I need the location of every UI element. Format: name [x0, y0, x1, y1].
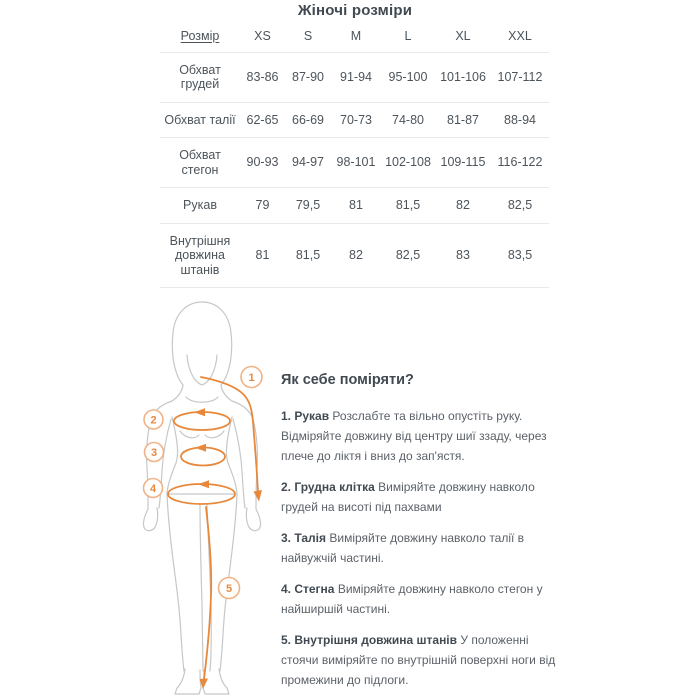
- size-cell: 81: [331, 188, 381, 224]
- hip-measure-ellipse: [168, 480, 235, 504]
- instruction-text: Розслабте та вільно опустіть руку. Відміряйте довжину від центру шиї ззаду, через плече до ліктя і вниз до зап'ястя.: [281, 409, 547, 463]
- svg-text:5: 5: [225, 583, 233, 595]
- size-cell: 94-97: [285, 138, 331, 188]
- size-cell: 81,5: [285, 223, 331, 288]
- size-cell: 81: [240, 223, 285, 288]
- size-cell: 62-65: [240, 102, 285, 138]
- size-cell: 82: [331, 223, 381, 288]
- instructions-heading: Як себе поміряти?: [281, 372, 414, 388]
- size-cell: 66-69: [285, 102, 331, 138]
- table-row-waist: [160, 102, 549, 138]
- marker-1-sleeve: [241, 367, 262, 388]
- size-col-xl: XL: [455, 29, 471, 43]
- marker-5-inseam: [219, 578, 240, 599]
- measurement-annotations: [168, 377, 262, 689]
- size-cell: 116-122: [491, 138, 549, 188]
- size-cell: 107-112: [491, 52, 549, 102]
- row-label: Рукав: [160, 188, 240, 224]
- measurement-figure: [138, 295, 288, 700]
- size-header-link[interactable]: Розмір: [180, 29, 220, 43]
- marker-4-hips: [144, 479, 163, 498]
- svg-text:2: 2: [150, 414, 157, 427]
- table-row-sleeve: [160, 188, 549, 224]
- marker-2-chest: [144, 410, 163, 429]
- size-cell: 83-86: [240, 52, 285, 102]
- size-cell: 82: [435, 188, 491, 224]
- size-col-xs: XS: [254, 29, 271, 43]
- size-col-l: L: [404, 29, 412, 43]
- size-cell: 98-101: [331, 138, 381, 188]
- chest-measure-ellipse: [174, 408, 230, 430]
- svg-text:1: 1: [248, 372, 255, 384]
- size-col-m: M: [350, 29, 362, 43]
- size-cell: 91-94: [331, 52, 381, 102]
- size-cell: 83,5: [491, 223, 549, 288]
- size-cell: 83: [435, 223, 491, 288]
- page-title: Жіночі розміри: [297, 2, 413, 19]
- row-label: Обхват грудей: [160, 52, 240, 102]
- size-table: [160, 25, 549, 288]
- instruction-label: 1. Рукав: [281, 409, 330, 423]
- size-cell: 88-94: [491, 102, 549, 138]
- svg-text:3: 3: [150, 447, 158, 459]
- row-label: Обхват талії: [160, 102, 240, 138]
- measurement-markers: [144, 367, 263, 599]
- instruction-item-chest: [281, 477, 559, 517]
- size-cell: 82,5: [381, 223, 435, 288]
- row-label: Обхват стегон: [160, 138, 240, 188]
- size-cell: 82,5: [491, 188, 549, 224]
- instruction-text: Виміряйте довжину навколо стегон у найширшій частині.: [281, 582, 543, 616]
- sleeve-arrow: [201, 377, 262, 502]
- size-cell: 109-115: [435, 138, 491, 188]
- instruction-label: 5. Внутрішня довжина штанів: [281, 633, 458, 647]
- instruction-item-waist: [281, 528, 559, 568]
- svg-text:4: 4: [149, 483, 157, 495]
- size-col-xxl: XXL: [508, 29, 532, 43]
- instruction-text: У положенні стоячи виміряйте по внутрішній поверхні ноги від промежини до підлоги.: [281, 633, 556, 687]
- size-cell: 95-100: [381, 52, 435, 102]
- instruction-item-hips: [281, 579, 559, 619]
- size-cell: 102-108: [381, 138, 435, 188]
- size-cell: 81,5: [381, 188, 435, 224]
- instruction-text: Виміряйте довжину навколо талії в найвужчій частині.: [281, 531, 525, 565]
- instruction-item-inseam: [281, 630, 559, 690]
- row-label: Внутрішня довжина штанів: [160, 223, 240, 288]
- body-outline: [144, 302, 261, 694]
- instruction-text: Виміряйте довжину навколо грудей на висоті під пахвами: [281, 480, 535, 514]
- table-row-chest: [160, 52, 549, 102]
- size-cell: 74-80: [381, 102, 435, 138]
- table-row-hips: [160, 138, 549, 188]
- size-cell: 79,5: [285, 188, 331, 224]
- size-cell: 87-90: [285, 52, 331, 102]
- waist-measure-ellipse: [181, 444, 225, 466]
- size-col-s: S: [303, 29, 313, 43]
- instruction-item-sleeve: [281, 406, 559, 466]
- measuring-instructions: [281, 372, 559, 700]
- size-cell: 70-73: [331, 102, 381, 138]
- size-header: [160, 25, 240, 52]
- size-cell: 81-87: [435, 102, 491, 138]
- table-row-inseam: [160, 223, 549, 288]
- instruction-label: 2. Грудна клітка: [281, 480, 375, 494]
- marker-3-waist: [145, 443, 164, 462]
- size-cell: 90-93: [240, 138, 285, 188]
- size-cell: 101-106: [435, 52, 491, 102]
- instruction-label: 4. Стегна: [281, 582, 335, 596]
- size-cell: 79: [240, 188, 285, 224]
- instruction-label: 3. Талія: [281, 531, 327, 545]
- table-header-row: [160, 25, 549, 52]
